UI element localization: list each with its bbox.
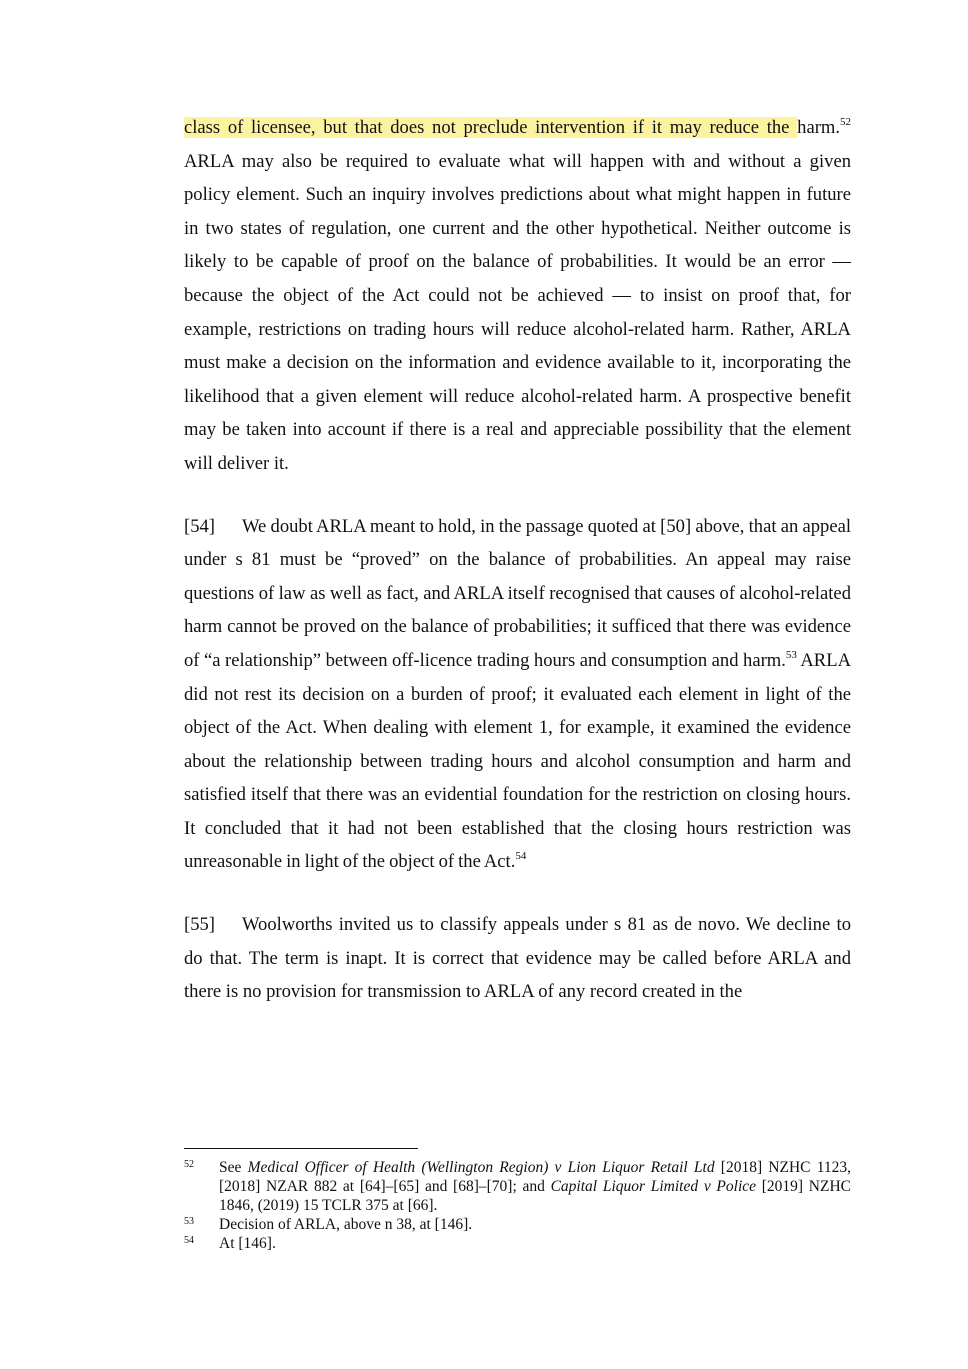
paragraph-53-continued (184, 111, 851, 481)
paragraph-text: Woolworths invited us to classify appeals under s 81 as de novo. We decline to do that. The term is inapt. It is correct that evidence may be called before ARLA and there is no provision for transmission to ARLA of any record created in the (184, 914, 851, 1003)
highlighted-text: class of licensee, but that does not preclude intervention if it may reduce the (184, 117, 798, 138)
footnote-53 (184, 1215, 851, 1234)
paragraph-text: We doubt ARLA meant to hold, in the passage quoted at [50] above, that an appeal under s 81 must be “proved” on the balance of probabilities. An appeal may raise questions of law as well as fact, and ARLA itself recognised that causes of alcohol-related harm cannot be proved on the balance of probabilities; it sufficed that there was evidence of “a relationship” between off-licence trading hours and consumption and harm. (184, 515, 851, 671)
case-name: Capital Liquor Limited v Police (550, 1178, 757, 1195)
footnote-54 (184, 1234, 851, 1253)
case-name: Medical Officer of Health (Wellington Region) v Lion Liquor Retail Ltd (247, 1159, 715, 1176)
paragraph-55 (184, 908, 851, 1009)
footnote-52 (184, 1158, 851, 1215)
footnotes (184, 1158, 851, 1253)
judgment-body (184, 111, 851, 1038)
footnote-ref-54[interactable]: 54 (515, 850, 527, 863)
footnote-text: See Medical Officer of Health (Wellington Region) v Lion Liquor Retail Ltd [2018] NZHC 1123, [2018] NZAR 882 at [64]–[65] and [68]–[70]; and Capital Liquor Limited v Police [2019] NZHC 1846, (2019) 15 TCLR 375 at [66]. (219, 1159, 851, 1214)
paragraph-text: ARLA may also be required to evaluate what will happen with and without a given policy element. Such an inquiry involves predictions about what might happen in future in two states of regulation, one current and the other hypothetical. Neither outcome is likely to be capable of proof on the balance of probabilities. It would be an error — because the object of the Act could not be achieved — to insist on proof that, for example, restrictions on trading hours will reduce alcohol-related harm. Rather, ARLA must make a decision on the information and evidence available to it, incorporating the likelihood that a given element will reduce alcohol-related harm. A prospective benefit may be taken into account if there is a real and appreciable possibility that the element will deliver it. (184, 150, 851, 474)
footnote-number: 54 (184, 1235, 194, 1246)
text-segment: harm. (797, 117, 840, 138)
footnote-ref-52[interactable]: 52 (840, 116, 851, 128)
footnote-divider (184, 1148, 418, 1149)
footnote-text: At [146]. (219, 1235, 276, 1252)
footnote-text: Decision of ARLA, above n 38, at [146]. (219, 1216, 473, 1233)
paragraph-number: [55] (184, 914, 215, 936)
paragraph-number: [54] (184, 515, 215, 537)
footnote-number: 53 (184, 1216, 194, 1227)
paragraph-text: ARLA did not rest its decision on a burden of proof; it evaluated each element in light of the object of the Act. When dealing with element 1, for example, it examined the evidence about the relationship between trading hours and alcohol consumption and harm and satisfied itself that there was an evidential foundation for the restriction on closing hours. It concluded that it had not been established that the closing hours restriction was unreasonable in light of the object of the Act. (184, 649, 851, 873)
footnote-number: 52 (184, 1159, 194, 1170)
paragraph-54 (184, 510, 851, 880)
footnote-ref-53[interactable]: 53 (785, 648, 797, 661)
